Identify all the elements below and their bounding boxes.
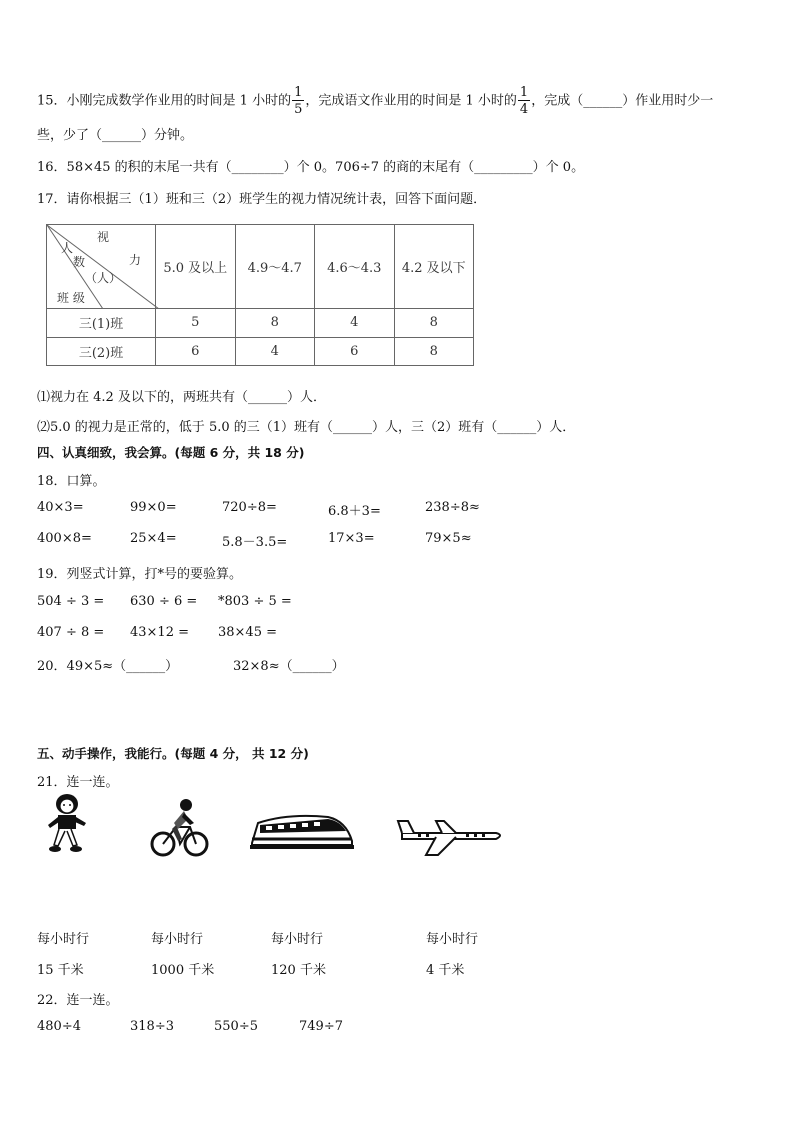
q18-item: 6.8＋3= <box>328 504 381 519</box>
table-diagonal-header <box>47 225 156 309</box>
q22-item: 749÷7 <box>299 1019 343 1034</box>
section-5-heading: 五、动手操作，我能行。(每题 4 分， 共 12 分) <box>37 746 309 761</box>
q19-title: 19．列竖式计算，打*号的要验算。 <box>37 567 243 582</box>
speed-label: 每小时行 <box>37 932 90 947</box>
speed-value: 120 千米 <box>271 963 326 978</box>
vision-stat-table <box>46 224 474 366</box>
speed-value: 4 千米 <box>426 963 465 978</box>
header-label-shi: 视 <box>97 230 110 244</box>
q21-title: 21．连一连。 <box>37 775 119 790</box>
q20-item: 32×8≈（______） <box>233 659 345 674</box>
column-header: 4.9～4.7 <box>235 225 314 309</box>
q15-text-c: ，完成（______）作业用时少一 <box>531 93 714 109</box>
q19-item: 504 ÷ 3 = <box>37 594 105 609</box>
q20-item: 20．49×5≈（______） <box>37 659 179 674</box>
q15-text-a: 15．小刚完成数学作业用的时间是 1 小时的 <box>37 93 292 109</box>
speed-label: 每小时行 <box>271 932 324 947</box>
table-cell: 8 <box>235 309 314 338</box>
q19-item: *803 ÷ 5 = <box>218 594 292 609</box>
header-label-shu: 数 <box>73 255 86 269</box>
airplane-icon <box>396 815 506 857</box>
q19-item: 43×12 = <box>130 625 190 640</box>
q19-item: 38×45 = <box>218 625 278 640</box>
q18-item: 40×3= <box>37 500 84 515</box>
q18-item: 5.8－3.5= <box>222 535 288 550</box>
header-label-ren: 人 <box>61 241 74 255</box>
table-cell: 5 <box>156 309 235 338</box>
table-row <box>47 337 474 366</box>
speed-label: 每小时行 <box>426 932 479 947</box>
table-cell: 4 <box>235 337 314 366</box>
q18-item: 17×3= <box>328 531 375 546</box>
table-row <box>47 309 474 338</box>
q22-item: 480÷4 <box>37 1019 81 1034</box>
table-cell: 8 <box>394 337 474 366</box>
speed-value: 1000 千米 <box>151 963 215 978</box>
q15-fraction-1: $\frac{1}{5}$ <box>294 85 303 117</box>
table-cell: 8 <box>394 309 474 338</box>
q15-fraction-2: $\frac{1}{4}$ <box>519 85 529 117</box>
q22-item: 550÷5 <box>214 1019 258 1034</box>
q17-sub1: ⑴视力在 4.2 及以下的，两班共有（______）人． <box>37 390 326 405</box>
column-header: 5.0 及以上 <box>156 225 235 309</box>
column-header: 4.2 及以下 <box>394 225 474 309</box>
speed-label: 每小时行 <box>151 932 204 947</box>
q19-item: 407 ÷ 8 = <box>37 625 105 640</box>
q16-text: 16．58×45 的积的末尾一共有（________）个 0。706÷7 的商的末尾有（_________）个 0。 <box>37 160 585 175</box>
column-header: 4.6～4.3 <box>315 225 394 309</box>
q18-item: 720÷8= <box>222 500 277 515</box>
q18-item: 79×5≈ <box>425 531 472 546</box>
header-label-li: 力 <box>129 253 142 267</box>
q15-line2: 些，少了（______）分钟。 <box>37 128 194 143</box>
table-cell: 6 <box>315 337 394 366</box>
high-speed-train-icon <box>248 809 354 851</box>
walking-child-icon <box>44 793 90 855</box>
table-cell: 4 <box>315 309 394 338</box>
q18-item: 99×0= <box>130 500 177 515</box>
header-label-banji: 班 级 <box>57 291 85 305</box>
speed-value: 15 千米 <box>37 963 84 978</box>
table-cell: 6 <box>156 337 235 366</box>
q18-item: 25×4= <box>130 531 177 546</box>
section-4-heading: 四、认真细致，我会算。(每题 6 分，共 18 分) <box>37 445 305 460</box>
q19-item: 630 ÷ 6 = <box>130 594 198 609</box>
q18-title: 18．口算。 <box>37 474 106 489</box>
header-label-ren-paren: （人） <box>85 271 122 285</box>
row-label: 三(2)班 <box>47 337 156 366</box>
q22-title: 22．连一连。 <box>37 993 119 1008</box>
q15-line1 <box>37 86 713 116</box>
q17-sub2: ⑵5.0 的视力是正常的，低于 5.0 的三（1）班有（______）人，三（2）班有（______）人． <box>37 420 576 435</box>
q17-intro: 17．请你根据三（1）班和三（2）班学生的视力情况统计表，回答下面问题． <box>37 192 487 207</box>
row-label: 三(1)班 <box>47 309 156 338</box>
q22-item: 318÷3 <box>130 1019 174 1034</box>
q18-item: 238÷8≈ <box>425 500 480 515</box>
q15-text-b: ，完成语文作业用的时间是 1 小时的 <box>305 93 517 109</box>
q18-item: 400×8= <box>37 531 92 546</box>
bicycle-rider-icon <box>150 797 210 859</box>
